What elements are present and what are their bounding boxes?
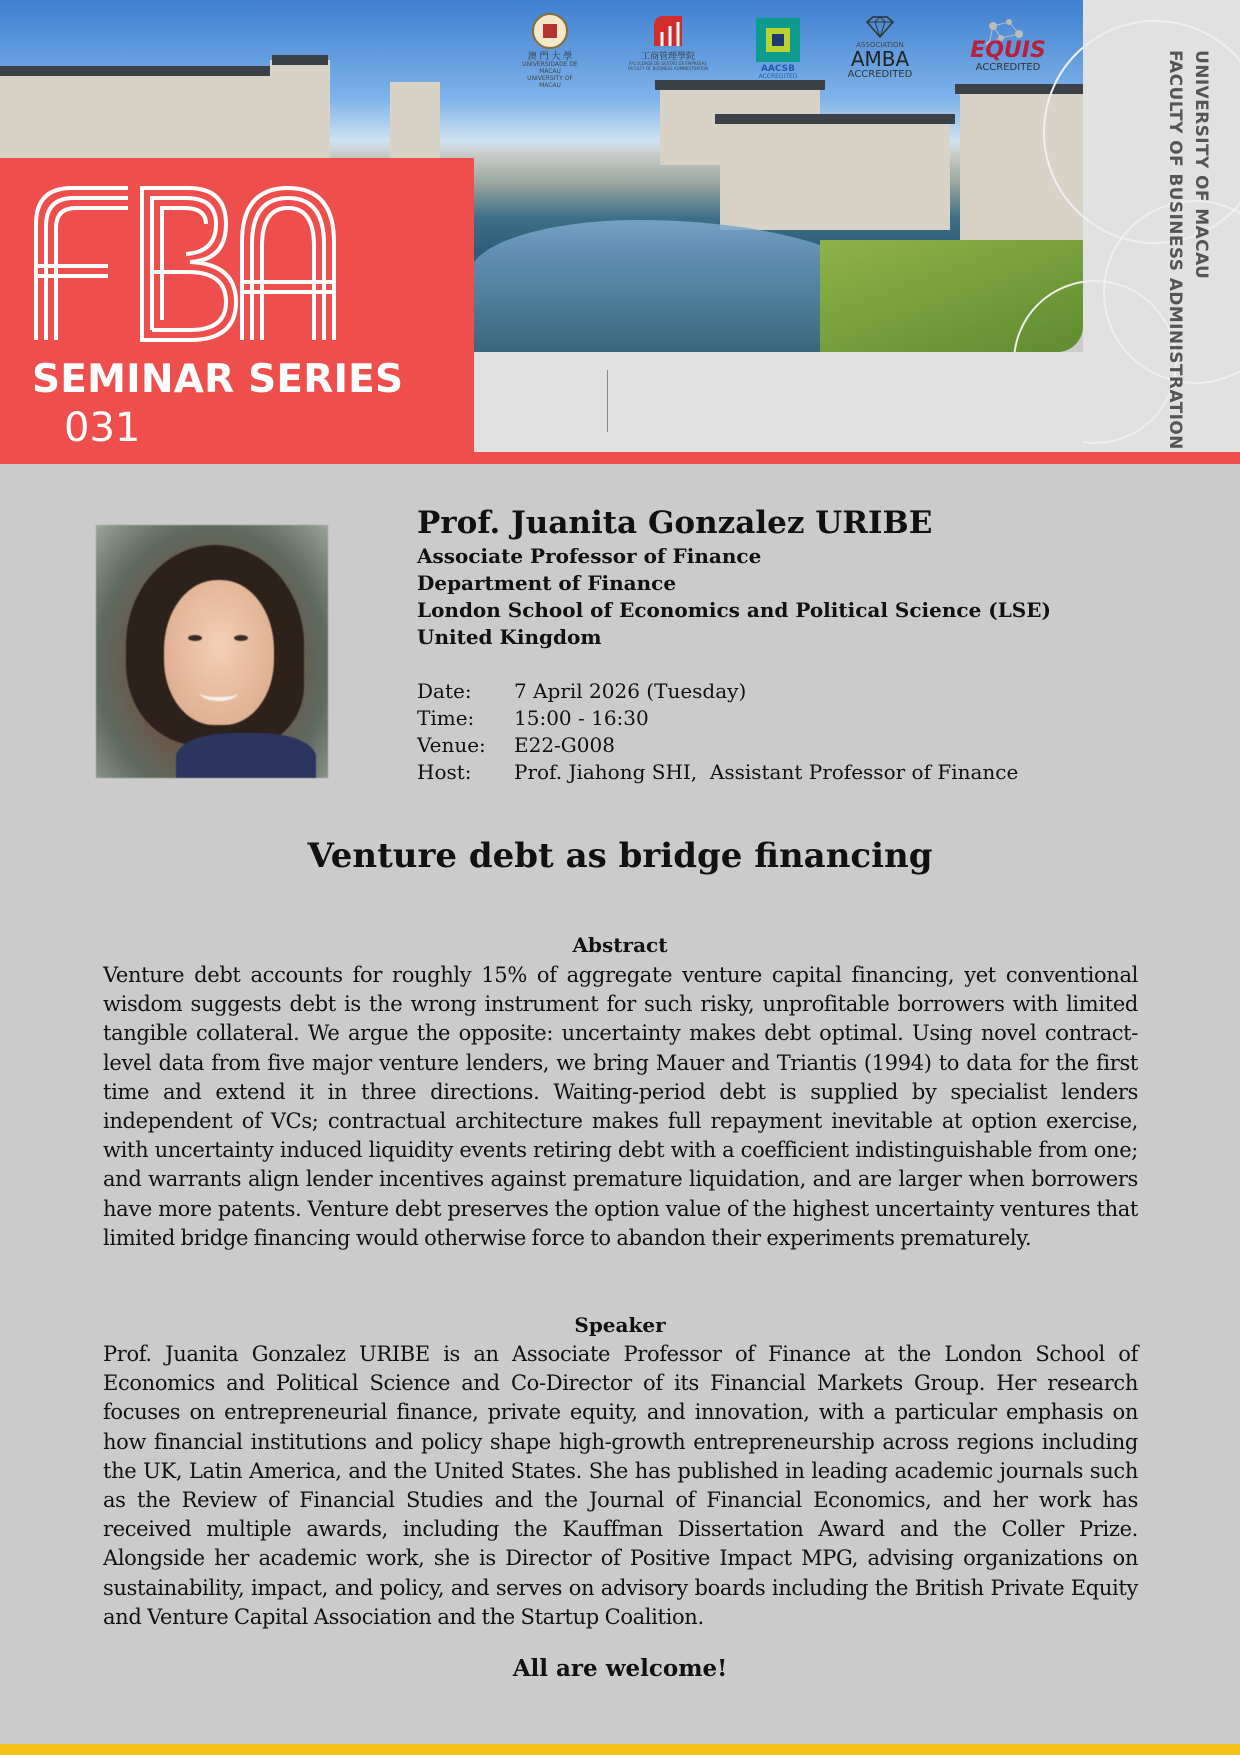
logo-caption: ACCREDITED <box>975 62 1041 73</box>
logo-caption: 澳 門 大 學 <box>527 52 573 62</box>
detail-venue <box>417 732 1018 759</box>
poster-header <box>0 0 1240 464</box>
side-title-line: FACULTY OF BUSINESS ADMINISTRATION <box>1165 50 1185 450</box>
fba-stripes-icon <box>648 12 688 50</box>
logo-caption: ACCREDITED <box>847 69 913 80</box>
logo-caption: UNIVERSIDADE DE MACAU <box>522 61 578 75</box>
accreditation-logos <box>474 352 1083 452</box>
logo-caption: FACULDADE DE GESTÃO DE EMPRESAS <box>629 61 707 66</box>
affiliation-line: London School of Economics and Political Science (LSE) <box>417 598 1051 622</box>
event-details <box>417 678 1018 786</box>
detail-date <box>417 678 1018 705</box>
series-label: SEMINAR SERIES <box>32 357 404 402</box>
university-of-macau-logo <box>522 12 578 90</box>
logo-caption: FACULTY OF BUSINESS ADMINISTRATION <box>627 66 709 71</box>
fba-logo <box>622 12 714 90</box>
detail-time <box>417 705 1018 732</box>
logo-caption: 工商管理學院 <box>640 52 695 62</box>
detail-value: 15:00 - 16:30 <box>514 706 649 730</box>
aacsb-logo <box>752 18 804 96</box>
university-seal-icon <box>531 12 569 50</box>
affiliation-line: United Kingdom <box>417 625 602 649</box>
logo-caption: EQUIS <box>970 38 1046 63</box>
logo-caption: AMBA <box>850 47 910 71</box>
logo-divider <box>607 370 608 432</box>
side-title <box>1162 50 1214 450</box>
side-title-line: UNIVERSITY OF MACAU <box>1191 50 1211 280</box>
detail-label: Date: <box>417 679 472 703</box>
speaker-affiliation <box>417 543 1051 651</box>
talk-title: Venture debt as bridge financing <box>307 836 933 876</box>
speaker-name: Prof. Juanita Gonzalez URIBE <box>417 505 933 541</box>
abstract-text: Venture debt accounts for roughly 15% of aggregate venture capital financing, yet conventional wisdom suggests debt is the wrong instrument for such risky, unprofitable borrowers with limited tangible collateral. We argue the opposite: uncertainty makes debt optimal. Using novel contract-level data from five major venture lenders, we bring Mauer and Triantis (1994) to data for the first time and extend it in three directions. Waiting-period debt is supplied by specialist lenders independent of VCs; contractual architecture makes full repayment inevitable at option exercise, with uncertainty induced liquidity events retiring debt with a coefficient indistinguishable from one; and warrants align lender incentives against premature liquidation, and are larger when borrowers have more patents. Venture debt preserves the option value of the highest uncertainty ventures that limited bridge financing would otherwise force to abandon their experiments prematurely. <box>103 963 1138 1250</box>
header-red-strip <box>474 452 1240 464</box>
logo-caption: AACSB <box>760 64 796 74</box>
series-number: 031 <box>64 405 141 451</box>
affiliation-line: Associate Professor of Finance <box>417 544 762 568</box>
detail-value: 7 April 2026 (Tuesday) <box>514 679 747 703</box>
amba-diamond-icon <box>863 16 897 38</box>
detail-value: Prof. Jiahong SHI, Assistant Professor of Finance <box>514 760 1019 784</box>
fba-wordmark-logo <box>30 182 340 342</box>
detail-host <box>417 759 1018 786</box>
speaker-portrait <box>96 525 328 778</box>
logo-caption: ACCREDITED <box>758 73 798 80</box>
abstract-heading: Abstract <box>572 933 668 957</box>
detail-label: Host: <box>417 760 472 784</box>
speaker-heading: Speaker <box>574 1313 666 1337</box>
detail-label: Time: <box>417 706 475 730</box>
detail-value: E22-G008 <box>514 733 615 757</box>
closing-message: All are welcome! <box>512 1655 728 1682</box>
equis-logo <box>958 16 1058 94</box>
affiliation-line: Department of Finance <box>417 571 677 595</box>
logo-caption: ASSOCIATION <box>856 41 904 49</box>
logo-caption: UNIVERSITY OF MACAU <box>527 75 573 89</box>
detail-label: Venue: <box>417 733 486 757</box>
footer-bar <box>0 1744 1240 1755</box>
aacsb-mark-icon <box>756 18 800 62</box>
amba-logo <box>840 16 920 94</box>
speaker-bio: Prof. Juanita Gonzalez URIBE is an Associate Professor of Finance at the London School of Economics and Political Science and Co-Director of its Financial Markets Group. Her research focuses on entrepreneurial finance, private equity, and innovation, with a particular emphasis on how financial institutions and policy shape high-growth entrepreneurship across regions including the UK, Latin America, and the United States. She has published in leading academic journals such as the Review of Financial Studies and the Journal of Financial Economics, and her work has received multiple awards, including the Kauffman Dissertation Award and the Coller Prize. Alongside her academic work, she is Director of Positive Impact MPG, advising organizations on sustainability, impact, and policy, and serves on advisory boards including the British Private Equity and Venture Capital Association and the Startup Coalition. <box>103 1342 1138 1629</box>
